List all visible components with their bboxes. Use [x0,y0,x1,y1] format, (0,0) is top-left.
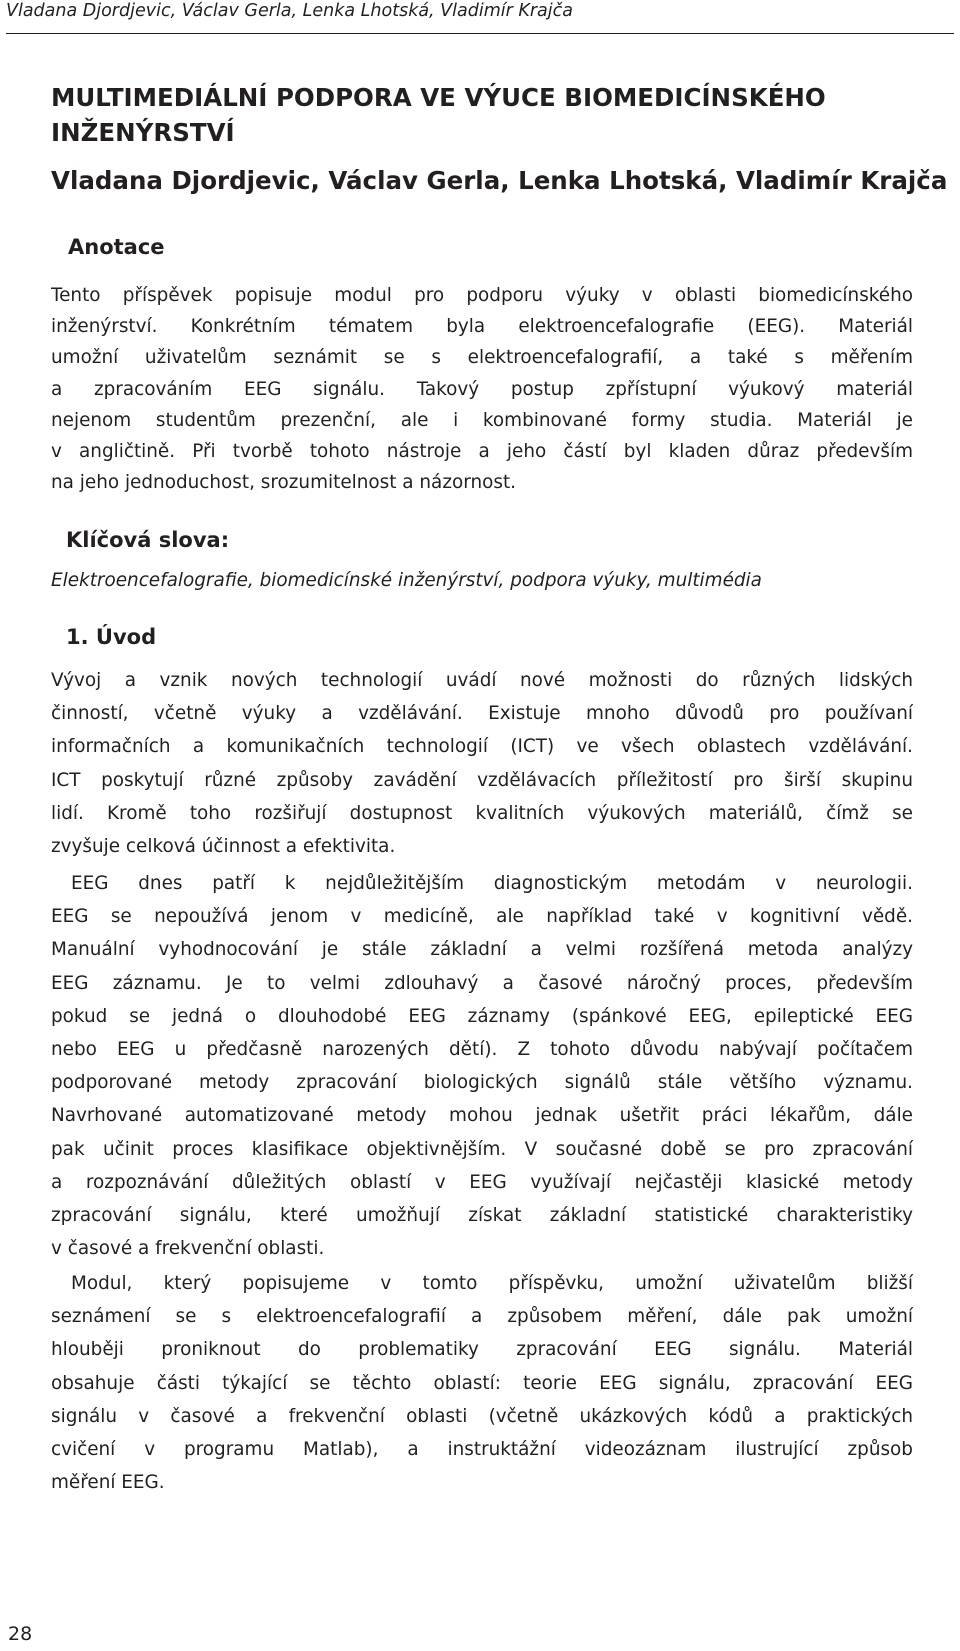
body-line: měření EEG. [51,1472,165,1494]
abstract-line: inženýrství. Konkrétním tématem byla elektroencefalografie (EEG). Materiál [51,316,913,338]
abstract-paragraph [51,280,913,498]
body-line: hlouběji proniknout do problematiky zpracování EEG signálu. Materiál [51,1339,913,1361]
page-number: 28 [8,1623,33,1645]
body-line: seznámení se s elektroencefalografií a způsobem měření, dále pak umožní [51,1306,913,1328]
abstract-line: a zpracováním EEG signálu. Takový postup zpřístupní výukový materiál [51,378,913,400]
body-line: nebo EEG u předčasně narozených dětí). Z tohoto důvodu nabývají počítačem [51,1039,913,1061]
body-line: v časové a frekvenční oblasti. [51,1238,325,1260]
keywords-heading: Klíčová slova: [66,528,230,552]
title-line: INŽENÝRSTVÍ [51,118,235,147]
abstract-line: na jeho jednoduchost, srozumitelnost a názornost. [51,472,517,494]
header-rule [6,33,954,34]
body-line: Manuální vyhodnocování je stále základní a velmi rozšířená metoda analýzy [51,939,913,961]
body-line: pak učinit proces klasifikace objektivnějším. V současné době se pro zpracování [51,1138,913,1160]
body-line: cvičení v programu Matlab), a instruktážní videozáznam ilustrující způsob [51,1439,913,1461]
body-line: informačních a komunikačních technologií (ICT) ve všech oblastech vzdělávání. [51,736,913,758]
body-line: podporované metody zpracování biologických signálů stále většího významu. [51,1072,913,1094]
paper-title [51,80,913,150]
body-line: a rozpoznávání důležitých oblastí v EEG využívají nejčastěji klasické metody [51,1171,913,1193]
body-line: lidí. Kromě toho rozšiřují dostupnost kvalitních výukových materiálů, čímž se [51,802,913,824]
intro-heading: 1. Úvod [66,625,157,649]
intro-paragraph-2 [51,867,913,1265]
abstract-line: Tento příspěvek popisuje modul pro podporu výuky v oblasti biomedicínského [51,285,913,306]
body-line: Modul, který popisujeme v tomto příspěvku, umožní uživatelům bližší [71,1273,913,1294]
body-line: Navrhované automatizované metody mohou jednak ušetřit práci lékařům, dále [51,1105,913,1127]
author-list: Vladana Djordjevic, Václav Gerla, Lenka Lhotská, Vladimír Krajča [51,166,948,195]
abstract-line: nejenom studentům prezenční, ale i kombinované formy studia. Materiál je [51,409,913,431]
abstract-line: umožní uživatelům seznámit se s elektroencefalografií, a také s měřením [51,347,913,369]
body-line: obsahuje části týkající se těchto oblastí: teorie EEG signálu, zpracování EEG [51,1372,913,1394]
body-line: zpracování signálu, které umožňují získat základní statistické charakteristiky [51,1205,913,1227]
body-line: EEG se nepoužívá jenom v medicíně, ale například také v kognitivní vědě. [51,906,913,928]
intro-paragraph-3 [51,1267,913,1499]
body-line: EEG dnes patří k nejdůležitějším diagnostickým metodám v neurologii. [71,873,913,894]
body-line: ICT poskytují různé způsoby zavádění vzdělávacích příležitostí pro širší skupinu [51,769,913,791]
body-line: EEG záznamu. Je to velmi zdlouhavý a časové náročný proces, především [51,972,913,994]
body-line: signálu v časové a frekvenční oblasti (včetně ukázkových kódů a praktických [51,1405,913,1427]
body-line: Vývoj a vznik nových technologií uvádí nové možnosti do různých lidských [51,670,913,691]
abstract-line: v angličtině. Při tvorbě tohoto nástroje a jeho částí byl kladen důraz především [51,441,913,463]
title-line: MULTIMEDIÁLNÍ PODPORA VE VÝUCE BIOMEDICÍNSKÉHO [51,83,826,112]
keywords-text: Elektroencefalografie, biomedicínské inženýrství, podpora výuky, multimédia [51,570,762,591]
intro-paragraph-1 [51,664,913,863]
abstract-heading: Anotace [68,235,165,259]
body-line: zvyšuje celková účinnost a efektivita. [51,836,396,858]
body-line: pokud se jedná o dlouhodobé EEG záznamy (spánkové EEG, epileptické EEG [51,1005,913,1027]
body-line: činností, včetně výuky a vzdělávání. Existuje mnoho důvodů pro používaní [51,703,913,725]
running-header: Vladana Djordjevic, Václav Gerla, Lenka Lhotská, Vladimír Krajča [6,1,573,21]
